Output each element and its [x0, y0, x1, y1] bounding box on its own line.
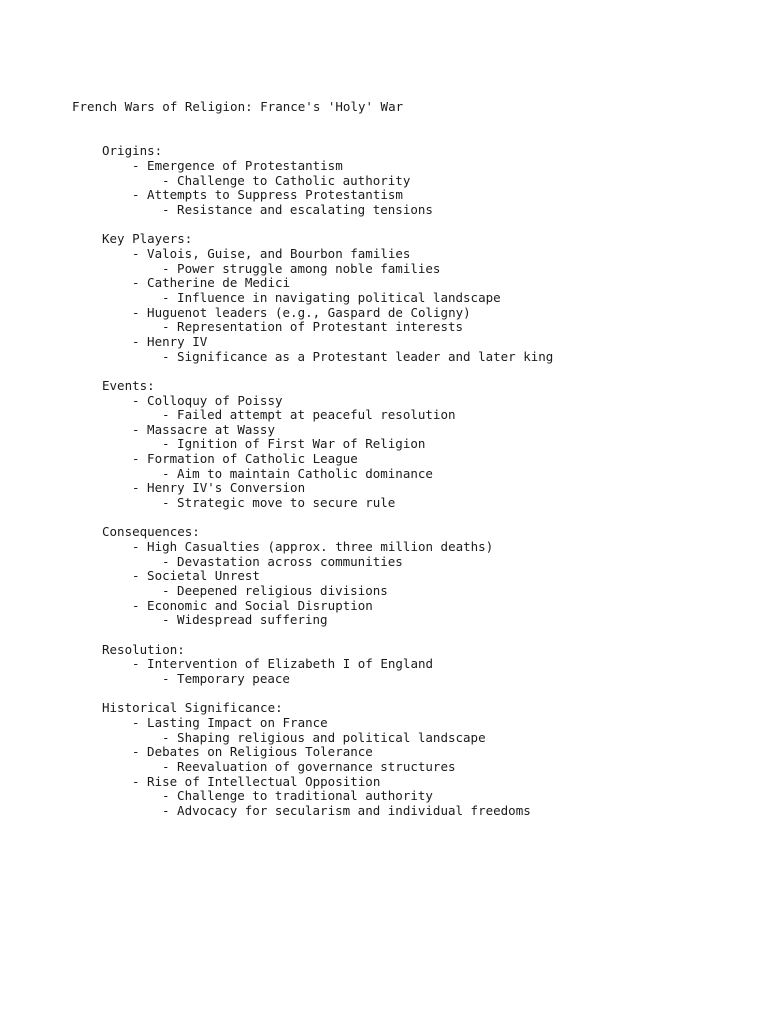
outline-sections	[72, 144, 553, 818]
outline-detail: - Strategic move to secure rule	[162, 495, 396, 511]
section-spacer	[72, 218, 553, 233]
outline-detail: - Representation of Protestant interests	[162, 319, 464, 335]
section-spacer	[72, 687, 553, 702]
outline-item: - Attempts to Suppress Protestantism	[132, 187, 403, 203]
outline-item: - Rise of Intellectual Opposition	[132, 773, 381, 789]
outline-document	[72, 71, 553, 833]
section-spacer	[72, 364, 553, 379]
outline-item: - Huguenot leaders (e.g., Gaspard de Coligny)	[132, 304, 471, 320]
section-heading: Origins:	[102, 143, 163, 159]
outline-item: - Emergence of Protestantism	[132, 158, 343, 173]
outline-detail: - Failed attempt at peaceful resolution	[162, 407, 456, 423]
outline-detail: - Ignition of First War of Religion	[162, 436, 426, 452]
outline-detail: - Power struggle among noble families	[162, 260, 441, 276]
outline-item: - Economic and Social Disruption	[132, 597, 373, 613]
outline-item: - Lasting Impact on France	[132, 714, 328, 730]
outline-detail: - Shaping religious and political landscape	[162, 729, 486, 745]
section-heading: Events:	[102, 377, 155, 393]
outline-detail: - Resistance and escalating tensions	[162, 201, 433, 217]
outline-detail: - Reevaluation of governance structures	[162, 758, 456, 774]
section-heading: Key Players:	[102, 231, 193, 247]
outline-item: - Formation of Catholic League	[132, 451, 358, 467]
outline-detail: - Challenge to Catholic authority	[162, 172, 411, 188]
outline-item: - Colloquy of Poissy	[132, 392, 283, 408]
outline-item: - Societal Unrest	[132, 568, 260, 584]
section-heading: Resolution:	[102, 641, 185, 657]
section-spacer	[72, 628, 553, 643]
outline-item: - Catherine de Medici	[132, 275, 291, 291]
outline-item: - Intervention of Elizabeth I of England	[132, 656, 434, 672]
document-title: French Wars of Religion: France's 'Holy' War	[72, 99, 404, 115]
outline-detail: - Temporary peace	[162, 670, 290, 686]
outline-detail: - Aim to maintain Catholic dominance	[162, 465, 433, 481]
outline-detail: - Widespread suffering	[162, 612, 328, 628]
section-spacer	[72, 511, 553, 526]
outline-detail: - Deepened religious divisions	[162, 583, 388, 599]
outline-detail: - Advocacy for secularism and individual freedoms	[162, 802, 531, 818]
outline-item: - Henry IV	[132, 333, 208, 349]
outline-item: - Valois, Guise, and Bourbon families	[132, 245, 411, 261]
section-heading: Historical Significance:	[102, 700, 283, 716]
section-heading: Consequences:	[102, 524, 200, 540]
outline-item: - Henry IV's Conversion	[132, 480, 306, 496]
outline-detail: - Challenge to traditional authority	[162, 788, 433, 804]
outline-item: - High Casualties (approx. three million deaths)	[132, 539, 494, 555]
outline-detail: - Significance as a Protestant leader and later king	[162, 348, 554, 364]
outline-item: - Massacre at Wassy	[132, 421, 275, 437]
outline-detail: - Influence in navigating political landscape	[162, 289, 501, 305]
outline-detail: - Devastation across communities	[162, 553, 403, 569]
outline-item: - Debates on Religious Tolerance	[132, 744, 373, 760]
